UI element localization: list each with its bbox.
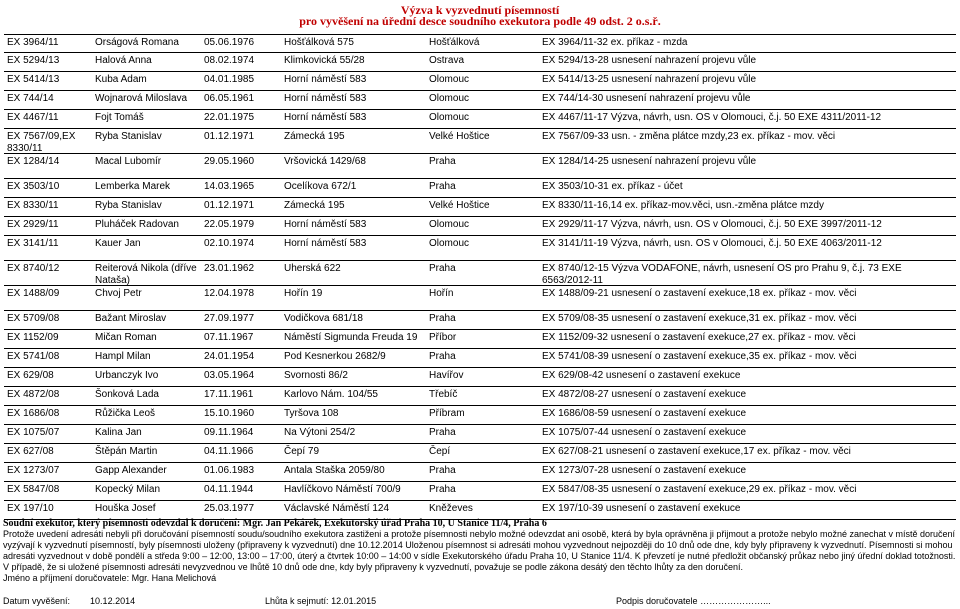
debtor-name: Štěpán Martin [95, 446, 158, 457]
debtor-name: Halová Anna [95, 55, 152, 66]
case-number: EX 4467/11 [7, 112, 59, 123]
birth-date: 01.12.1971 [204, 131, 255, 142]
street-address: Horní náměstí 583 [284, 112, 367, 123]
birth-date: 07.11.1967 [204, 332, 254, 343]
debtor-name: Reiterová Nikola (dříve Nataša) [95, 263, 197, 286]
document-description: EX 2929/11-17 Výzva, návrh, usn. OS v Olomouci, č.j. 50 EXE 3997/2011-12 [542, 219, 882, 230]
debtor-name: Bažant Miroslav [95, 313, 167, 324]
table-row [4, 153, 956, 178]
debtor-name: Pluháček Radovan [95, 219, 179, 230]
birth-date: 04.11.1944 [204, 484, 254, 495]
city: Hošťálková [429, 37, 480, 48]
city: Praha [429, 156, 456, 167]
case-number: EX 5294/13 [7, 55, 60, 66]
street-address: Hořín 19 [284, 288, 323, 299]
table-row [4, 52, 956, 71]
debtor-name: Šonková Lada [95, 389, 159, 400]
table-row [4, 235, 956, 260]
street-address: Horní náměstí 583 [284, 74, 367, 85]
case-number: EX 5709/08 [7, 313, 60, 324]
street-address: Zámecká 195 [284, 200, 345, 211]
case-number: EX 4872/08 [7, 389, 60, 400]
table-row [4, 348, 956, 367]
city: Třebíč [429, 389, 458, 400]
document-description: EX 8330/11-16,14 ex. příkaz-mov.věci, usn.-změna plátce mzdy [542, 200, 824, 211]
removal-deadline: Lhůta k sejmutí: 12.01.2015 [265, 596, 377, 606]
debtor-name: Lemberka Marek [95, 181, 171, 192]
city: Příbor [429, 332, 457, 343]
document-description: EX 1152/09-32 usnesení o zastavení exekuce,27 ex. příkaz - mov. věci [542, 332, 856, 343]
birth-date: 09.11.1964 [204, 427, 254, 438]
posting-date: Datum vyvěšení: 10.12.2014 [3, 596, 136, 606]
birth-date: 06.05.1961 [204, 93, 255, 104]
city: Olomouc [429, 93, 470, 104]
street-address: Uherská 622 [284, 263, 341, 274]
document-description: EX 1686/08-59 usnesení o zastavení exekuce [542, 408, 747, 419]
birth-date: 08.02.1974 [204, 55, 255, 66]
street-address: Svornosti 86/2 [284, 370, 348, 381]
birth-date: 05.06.1976 [204, 37, 255, 48]
birth-date: 15.10.1960 [204, 408, 255, 419]
issuer-line: Soudní exekutor, který písemnosti odevzdal k doručení: Mgr. Jan Pekárek, Exekutorský úřad Praha 10, U Stanice 11/4, Praha 6 [3, 518, 547, 529]
debtor-name: Houška Josef [95, 503, 156, 514]
document-description: EX 5709/08-35 usnesení o zastavení exekuce,31 ex. příkaz - mov. věci [542, 313, 857, 324]
table-row [4, 310, 956, 329]
birth-date: 24.01.1954 [204, 351, 255, 362]
debtor-name: Gapp Alexander [95, 465, 167, 476]
street-address: Havlíčkovo Náměstí 700/9 [284, 484, 401, 495]
street-address: Karlovo Nám. 104/55 [284, 389, 378, 400]
debtor-name: Urbanczyk Ivo [95, 370, 159, 381]
table-row [4, 424, 956, 443]
document-description: EX 627/08-21 usnesení o zastavení exekuce,17 ex. příkaz - mov. věci [542, 446, 851, 457]
city: Praha [429, 313, 456, 324]
table-row [4, 216, 956, 235]
street-address: Klimkovická 55/28 [284, 55, 365, 66]
table-row [4, 405, 956, 424]
table-row [4, 109, 956, 128]
table-row [4, 71, 956, 90]
case-number: EX 744/14 [7, 93, 54, 104]
debtor-name: Macal Lubomír [95, 156, 162, 167]
table-row [4, 329, 956, 348]
notice-explanation: Protože uvedení adresáti nebyli při doručování písemností soudu/soudního exekutora zastiženi a protože písemnosti nebylo možné odevzdat ani osobě, která by byla oprávněna ji přijmout a protože nebylo možné zanechat v místě doručení vyzývají k vyzvednutí písemností, byly písemnosti uloženy (připraveny k vyzvednutí) dne 10.12.2014 Uloženou písemnost si adresáti mohou vyzvednout nejpozději do 10 dnů ode dne, kdy byly připraveny k vyzvednutí. Písemnosti si mohou adresáti vyzvednout v době pondělí a středa 9:00 – 12:00, 13:00 – 17:00, úterý a čtvrtek 10:00 – 14:00 v sídle Exekutorského úřadu Praha 10, U Stanice 11/4. K převzetí je nutné předložit občanský průkaz nebo jiný úřední doklad totožnosti. V případě, že si uložené písemnosti adresáti nevyzvednou ve lhůtě 10 dnů ode dne, kdy byly připraveny k vyzvednutí, považuje se podle zákona desátý den těchto lhůty za den doručení. [3, 529, 956, 572]
case-number: EX 5847/08 [7, 484, 60, 495]
birth-date: 29.05.1960 [204, 156, 255, 167]
table-row [4, 128, 956, 153]
birth-date: 14.03.1965 [204, 181, 255, 192]
document-description: EX 1273/07-28 usnesení o zastavení exekuce [542, 465, 747, 476]
document-description: EX 1284/14-25 usnesení nahrazení projevu vůle [542, 156, 757, 167]
case-number: EX 1152/09 [7, 332, 59, 343]
notice-footer [3, 518, 958, 584]
street-address: Čepí 79 [284, 446, 320, 457]
document-description: EX 197/10-39 usnesení o zastavení exekuce [542, 503, 741, 514]
debtor-name: Chvoj Petr [95, 288, 142, 299]
officer-line: Jméno a příjmení doručovatele: Mgr. Hana Melichová [3, 573, 217, 583]
case-number: EX 5741/08 [7, 351, 60, 362]
birth-date: 02.10.1974 [204, 238, 255, 249]
debtor-name: Hampl Milan [95, 351, 151, 362]
document-description: EX 1488/09-21 usnesení o zastavení exekuce,18 ex. příkaz - mov. věci [542, 288, 857, 299]
case-number: EX 197/10 [7, 503, 54, 514]
debtor-name: Kauer Jan [95, 238, 141, 249]
document-description: EX 7567/09-33 usn. - změna plátce mzdy,23 ex. příkaz - mov. věci [542, 131, 836, 142]
debtor-name: Orságová Romana [95, 37, 179, 48]
birth-date: 17.11.1961 [204, 389, 254, 400]
city: Olomouc [429, 74, 470, 85]
case-number: EX 2929/11 [7, 219, 59, 230]
table-row [4, 386, 956, 405]
document-description: EX 3503/10-31 ex. příkaz - účet [542, 181, 683, 192]
street-address: Pod Kesnerkou 2682/9 [284, 351, 386, 362]
street-address: Zámecká 195 [284, 131, 345, 142]
debtor-name: Kopecký Milan [95, 484, 161, 495]
street-address: Horní náměstí 583 [284, 93, 367, 104]
street-address: Horní náměstí 583 [284, 219, 367, 230]
street-address: Vršovická 1429/68 [284, 156, 366, 167]
debtor-name: Kuba Adam [95, 74, 147, 85]
street-address: Horní náměstí 583 [284, 238, 367, 249]
case-number: EX 1284/14 [7, 156, 60, 167]
debtor-name: Kalina Jan [95, 427, 142, 438]
birth-date: 25.03.1977 [204, 503, 255, 514]
birth-date: 22.01.1975 [204, 112, 255, 123]
document-description: EX 3964/11-32 ex. příkaz - mzda [542, 37, 688, 48]
debtor-name: Wojnarová Miloslava [95, 93, 188, 104]
debtor-name: Růžička Leoš [95, 408, 156, 419]
case-number: EX 7567/09,EX 8330/11 [7, 131, 76, 154]
birth-date: 04.11.1966 [204, 446, 254, 457]
city: Praha [429, 465, 456, 476]
birth-date: 01.06.1983 [204, 465, 255, 476]
city: Kněževes [429, 503, 473, 514]
debtor-name: Mičan Roman [95, 332, 157, 343]
birth-date: 12.04.1978 [204, 288, 255, 299]
street-address: Antala Staška 2059/80 [284, 465, 385, 476]
document-description: EX 5294/13-28 usnesení nahrazení projevu vůle [542, 55, 757, 66]
table-row [4, 285, 956, 310]
city: Příbram [429, 408, 465, 419]
table-row [4, 462, 956, 481]
table-row [4, 443, 956, 462]
city: Praha [429, 181, 456, 192]
city: Velké Hoštice [429, 131, 490, 142]
document-description: EX 4467/11-17 Výzva, návrh, usn. OS v Olomouci, č.j. 50 EXE 4311/2011-12 [542, 112, 882, 123]
street-address: Hošťálková 575 [284, 37, 354, 48]
document-description: EX 1075/07-44 usnesení o zastavení exekuce [542, 427, 747, 438]
case-number: EX 8740/12 [7, 263, 60, 274]
table-row [4, 260, 956, 285]
case-number: EX 1273/07 [7, 465, 60, 476]
city: Olomouc [429, 238, 470, 249]
case-number: EX 627/08 [7, 446, 54, 457]
birth-date: 22.05.1979 [204, 219, 255, 230]
document-description: EX 5414/13-25 usnesení nahrazení projevu vůle [542, 74, 757, 85]
city: Čepí [429, 446, 451, 457]
document-description: EX 4872/08-27 usnesení o zastavení exekuce [542, 389, 747, 400]
city: Olomouc [429, 112, 470, 123]
document-description: EX 8740/12-15 Výzva VODAFONE, návrh, usnesení OS pro Prahu 9, č.j. 73 EXE 6563/2012-11 [542, 263, 902, 286]
officer-signature: Podpis doručovatele …………………... [616, 596, 771, 606]
street-address: Vodičkova 681/18 [284, 313, 363, 324]
case-number: EX 3141/11 [7, 238, 59, 249]
notice-title: Výzva k vyzvednutí písemností [400, 3, 560, 17]
city: Ostrava [429, 55, 465, 66]
city: Hořín [429, 288, 454, 299]
document-description: EX 629/08-42 usnesení o zastavení exekuce [542, 370, 741, 381]
city: Praha [429, 263, 456, 274]
document-description: EX 3141/11-19 Výzva, návrh, usn. OS v Olomouci, č.j. 50 EXE 4063/2011-12 [542, 238, 882, 249]
document-description: EX 5847/08-35 usnesení o zastavení exekuce,29 ex. příkaz - mov. věci [542, 484, 857, 495]
case-number: EX 1686/08 [7, 408, 60, 419]
table-row [4, 197, 956, 216]
street-address: Tyršova 108 [284, 408, 339, 419]
birth-date: 04.01.1985 [204, 74, 255, 85]
case-number: EX 1075/07 [7, 427, 60, 438]
debtor-name: Ryba Stanislav [95, 131, 162, 142]
city: Havířov [429, 370, 464, 381]
city: Praha [429, 484, 456, 495]
case-number: EX 1488/09 [7, 288, 60, 299]
case-number: EX 629/08 [7, 370, 54, 381]
birth-date: 23.01.1962 [204, 263, 255, 274]
document-description: EX 5741/08-39 usnesení o zastavení exekuce,35 ex. příkaz - mov. věci [542, 351, 857, 362]
city: Olomouc [429, 219, 470, 230]
birth-date: 01.12.1971 [204, 200, 255, 211]
case-number: EX 8330/11 [7, 200, 59, 211]
street-address: Náměstí Sigmunda Freuda 19 [284, 332, 418, 343]
document-description: EX 744/14-30 usnesení nahrazení projevu vůle [542, 93, 751, 104]
case-number: EX 5414/13 [7, 74, 60, 85]
street-address: Václavské Náměstí 124 [284, 503, 390, 514]
street-address: Na Výtoni 254/2 [284, 427, 356, 438]
debtor-name: Fojt Tomáš [95, 112, 144, 123]
city: Praha [429, 351, 456, 362]
debtor-table [4, 34, 956, 520]
case-number: EX 3503/10 [7, 181, 60, 192]
notice-subtitle: pro vyvěšení na úřední desce soudního exekutora podle 49 odst. 2 o.s.ř. [299, 14, 661, 28]
case-number: EX 3964/11 [7, 37, 59, 48]
table-row [4, 178, 956, 197]
debtor-name: Ryba Stanislav [95, 200, 162, 211]
city: Velké Hoštice [429, 200, 490, 211]
table-row [4, 500, 956, 519]
birth-date: 27.09.1977 [204, 313, 255, 324]
street-address: Ocelíkova 672/1 [284, 181, 357, 192]
table-row [4, 90, 956, 109]
birth-date: 03.05.1964 [204, 370, 255, 381]
table-row [4, 481, 956, 500]
table-row [4, 35, 956, 52]
table-row [4, 367, 956, 386]
city: Praha [429, 427, 456, 438]
